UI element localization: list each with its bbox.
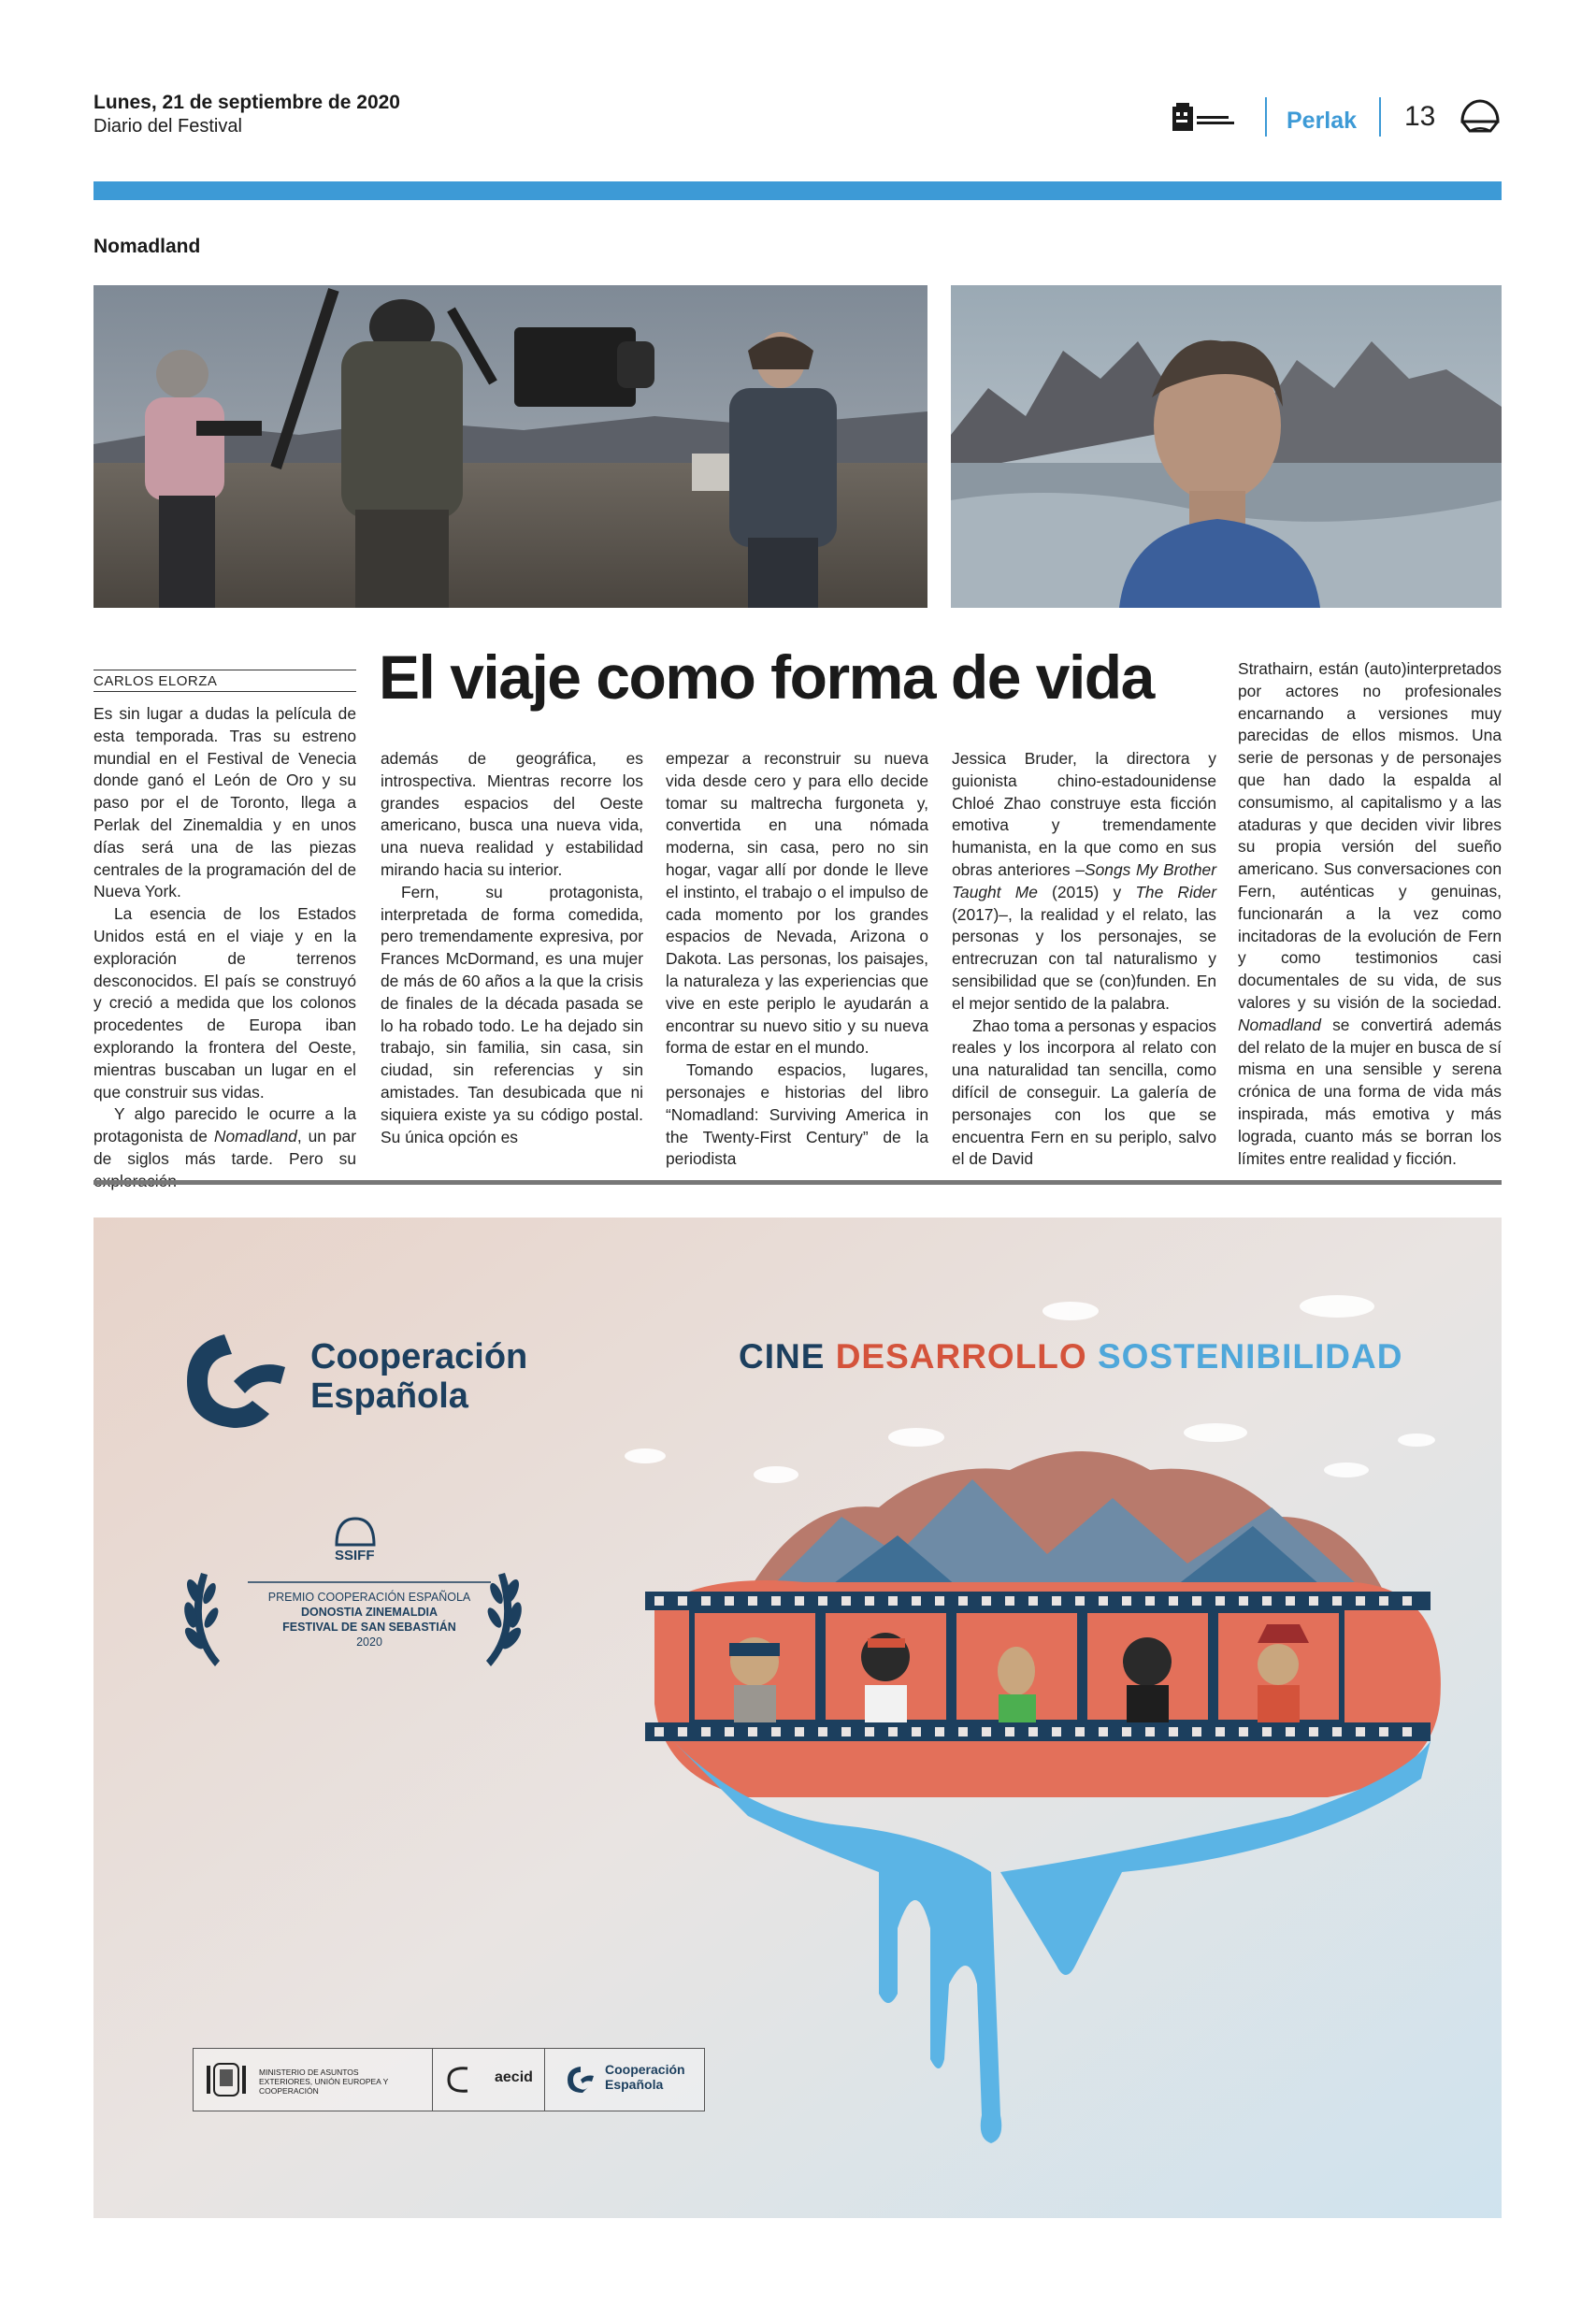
header-separator (1379, 97, 1381, 137)
cooperacion-advertisement (93, 1218, 1502, 2218)
cooperacion-small-name: Cooperación Española (605, 2062, 685, 2092)
article-column-3 (666, 748, 928, 1171)
article-column-1 (93, 703, 356, 1193)
film-title: Songs My Brother Taught Me (952, 859, 1217, 901)
header-separator (1265, 97, 1267, 137)
donostia-logo (1171, 101, 1245, 138)
section-divider (93, 1180, 1502, 1185)
header-color-bar (93, 181, 1502, 200)
paragraph: Zhao toma a personas y espacios reales y los incorpora al relato con una naturalidad tan sencilla, como difícil de conseguir. La galería de personajes con los que se encuentra Fern en su periplo, salvo el de David (952, 1016, 1217, 1169)
film-title: Nomadland (1238, 1015, 1321, 1034)
film-title: Nomadland (213, 1127, 297, 1146)
paragraph: Es sin lugar a dudas la película de esta temporada. Tras su estreno mundial en el Festival de Venecia donde ganó el León de Oro y su paso por el de Toronto, llega a Perlak del Zinemaldia y en unos días será una de las piezas centrales de la programación del de Nueva York. (93, 704, 356, 901)
header-date: Lunes, 21 de septiembre de 2020 (93, 92, 400, 113)
header-subtitle: Diario del Festival (93, 116, 242, 137)
paragraph: además de geográfica, es introspectiva. Mientras recorre los grandes espacios del Oeste americano, busca una nueva vida, una nueva realidad y estabilidad mirando hacia su interior. (381, 749, 643, 879)
cooperacion-espanola-logo: Cooperación Española (310, 1337, 528, 1416)
section-tag: Perlak (1287, 108, 1358, 134)
film-title: The Rider (1135, 882, 1216, 901)
article-column-2 (381, 748, 643, 1148)
aecid-icon (443, 2063, 477, 2097)
shell-icon (1459, 97, 1502, 137)
cooperacion-small-icon (564, 2063, 597, 2097)
aecid-name: aecid (495, 2069, 533, 2085)
film-crew-photo (93, 285, 927, 608)
byline: CARLOS ELORZA (93, 670, 356, 692)
paragraph: Y algo parecido le ocurre a la protagonista de Nomadland, un par de siglos más tarde. Pero su (93, 1104, 356, 1168)
paragraph: Tomando espacios, lugares, personajes e historias del libro “Nomadland: Surviving America in the Twenty-First Century” de la periodista (666, 1060, 928, 1169)
section-title: Nomadland (93, 236, 201, 257)
fern-portrait-photo (951, 285, 1502, 608)
ad-title: CINE DESARROLLO SOSTENIBILIDAD (739, 1337, 1403, 1376)
award-text: PREMIO COOPERACIÓN ESPAÑOLA DONOSTIA ZINEMALDIA FESTIVAL DE SAN SEBASTIÁN 2020 (267, 1591, 471, 1649)
paragraph: La esencia de los Estados Unidos está en el viaje y en la exploración de terrenos desconocidos. El país se construyó y creció a medida que los colonos procedentes de Europa iban explorando la frontera del Oeste, mientras buscaban un lugar en el que construir sus vidas. (93, 904, 356, 1102)
paragraph: Jessica Bruder, la directora y guionista chino-estadounidense Chloé Zhao construye esta ficción emotiva y tremendamente humanista, en la que como en sus obras anteriores –Songs My Brother Taught Me (2015) y The Rider (2017)–, la realidad y el relato, las personas y los personajes, se entrecruzan con tal naturalismo y sensibilidad que se (con)funden. En el mejor sentido de la palabra. (952, 749, 1217, 1013)
sponsor-logos-bar (193, 2048, 705, 2111)
article-column-5 (1238, 658, 1502, 1170)
ssiff-label: SSIFF (335, 1548, 375, 1563)
page-number: 13 (1404, 101, 1436, 132)
article-column-4 (952, 748, 1216, 1171)
coat-of-arms-icon (203, 2056, 250, 2103)
paragraph: empezar a reconstruir su nueva vida desde cero y para ello decide tomar su maltrecha furgoneta y, convertida en una nómada moderna, sin casa, pero no sin hogar, vagar allí por donde le lleve el instinto, el trabajo o el impulso de cada momento por los grandes espacios de Nevada, Arizona o Dakota. Las personas, los paisajes, la naturaleza y las experiencias que vive en este periplo le ayudarán a encontrar su nuevo sitio y su nueva forma de estar en el mundo. (666, 749, 928, 1058)
ministry-name: MINISTERIO DE ASUNTOS EXTERIORES, UNIÓN EUROPEA Y COOPERACIÓN (259, 2068, 389, 2096)
paragraph: Strathairn, están (auto)interpretados por actores no profesionales encarnando a versiones muy parecidas de ellos mismos. Una serie de personas y de personajes que han dado la espalda al consumismo, al capitalismo y a las ataduras y que deciden vivir libres su propia versión del sueño americano. Sus conversaciones con Fern, auténticas y genuinas, funcionarán a la vez como incitadoras de la evolución de Fern y como testimonios casi documentales de su vida, de sus valores y su visión de la sociedad. Nomadland se convertirá además del relato de la mujer en busca de sí misma en una sensible y serena crónica de una forma de vida más inspirada, más emotiva y más lograda, cuanto más se borran los límites entre realidad y ficción. (1238, 659, 1502, 1168)
paragraph: Fern, su protagonista, interpretada de forma comedida, pero tremendamente expresiva, por Frances McDormand, es una mujer de más de 60 años a la que la crisis de finales de la década pasada se lo ha robado todo. Le ha dejado sin trabajo, sin familia, sin casa, sin ciudad, sin referencias y sin amistades. Tan desubicada que ni siquiera existe ya su código postal. Su única opción es (381, 882, 643, 1146)
headline: El viaje como forma de vida (379, 642, 1154, 712)
